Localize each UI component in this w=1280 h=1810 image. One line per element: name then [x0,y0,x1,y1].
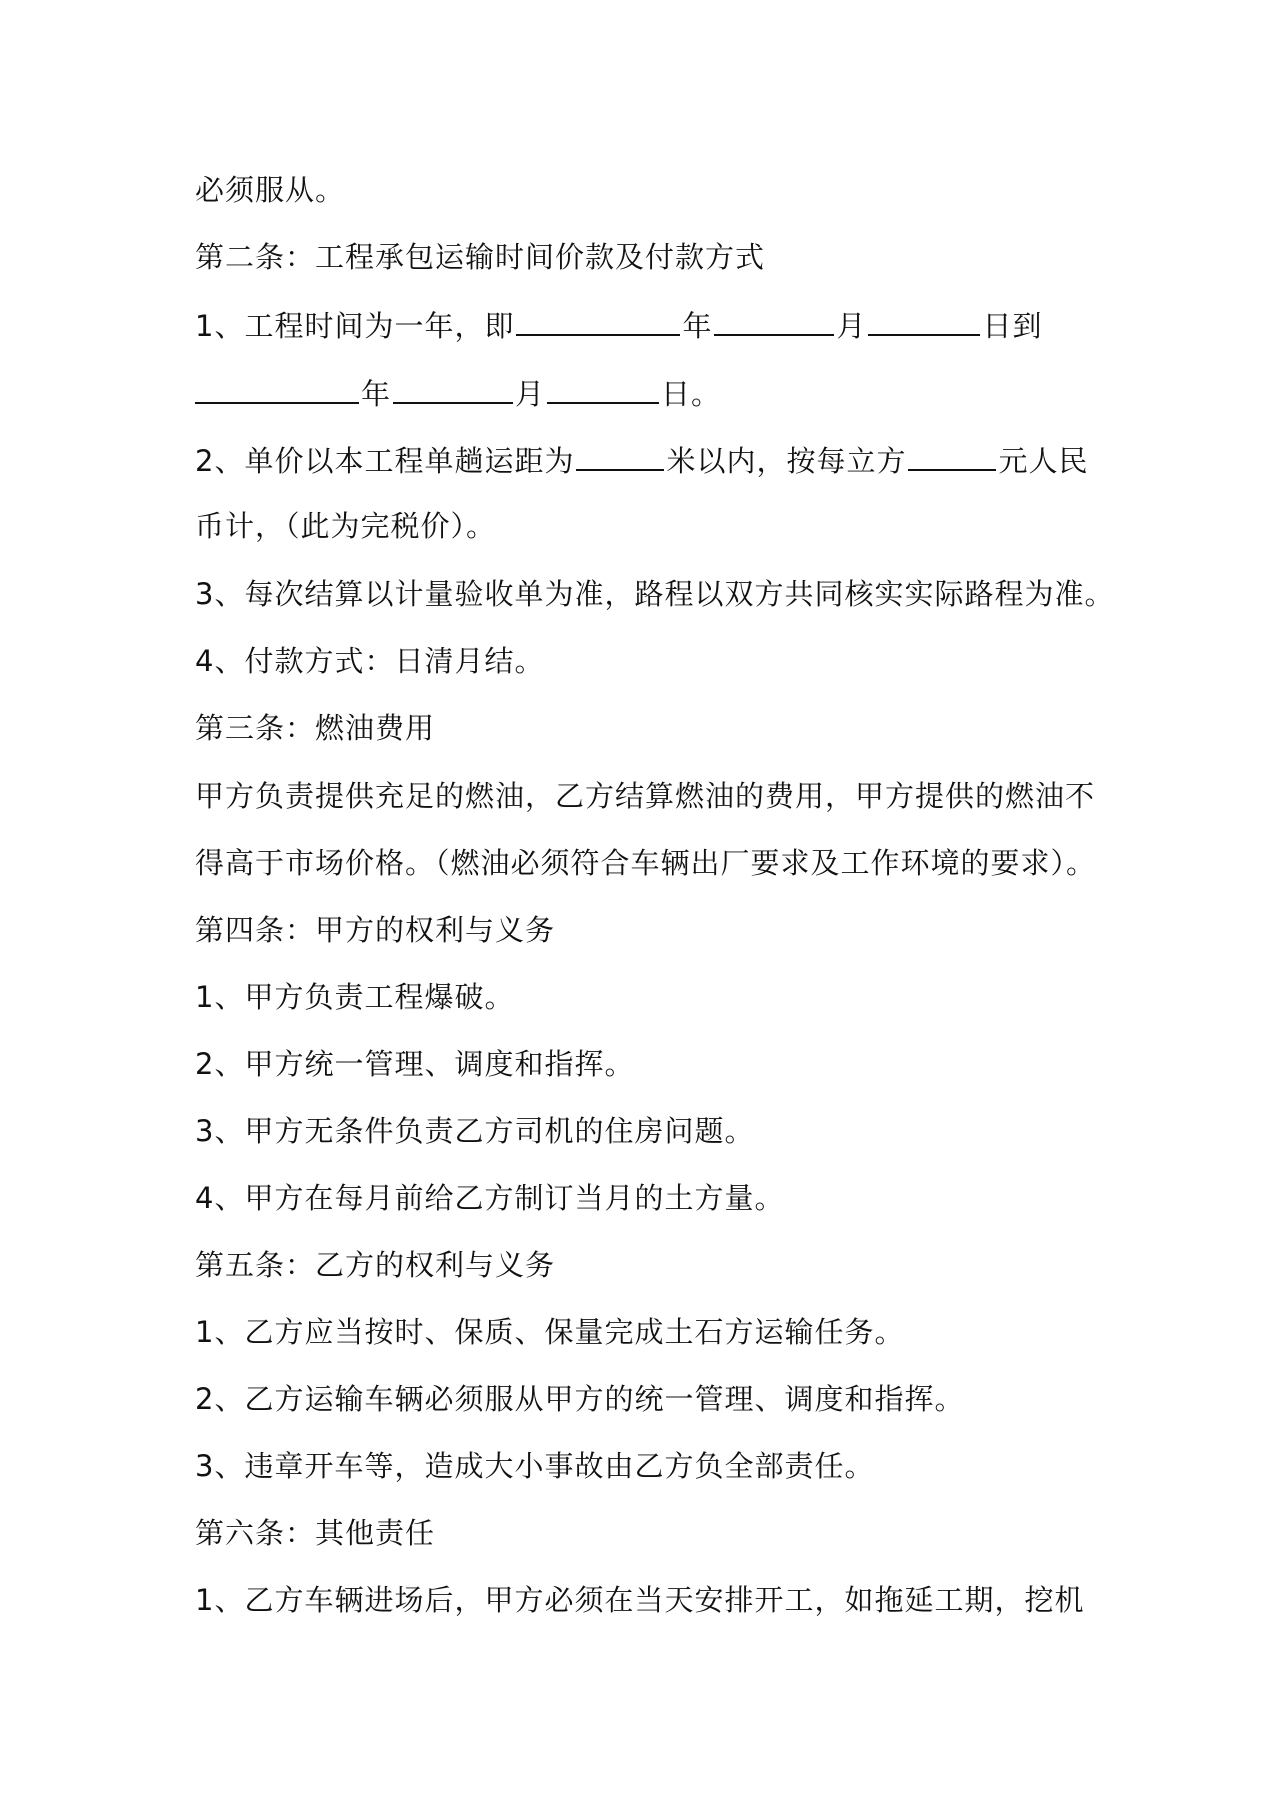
section-heading [195,1245,1095,1285]
text-segment: 3、甲方无条件负责乙方司机的住房问题。 [195,1114,755,1148]
text-segment: 甲方负责提供充足的燃油，乙方结算燃油的费用，甲方提供的燃油不 [195,779,1096,813]
text-segment: 米以内，按每立方 [666,444,907,478]
text-line [195,641,1095,681]
fill-blank[interactable] [516,304,680,336]
text-segment: 4、甲方在每月前给乙方制订当月的土方量。 [195,1181,785,1215]
text-segment: 年 [361,377,392,411]
heading-text: 第五条：乙方的权利与义务 [195,1248,556,1282]
text-segment: 日到 [982,309,1043,343]
text-segment: 币计，（此为完税价）。 [195,509,497,543]
text-segment: 月 [515,377,546,411]
text-line [195,574,1115,614]
text-line [195,506,1095,546]
text-line [195,1111,1095,1151]
text-line [195,1379,1095,1419]
text-segment: 元人民 [998,444,1089,478]
text-segment: 2、甲方统一管理、调度和指挥。 [195,1047,635,1081]
text-line [195,170,1095,210]
text-segment: 1、工程时间为一年，即 [195,309,515,343]
text-segment: 2、乙方运输车辆必须服从甲方的统一管理、调度和指挥。 [195,1382,965,1416]
text-line [195,1044,1095,1084]
text-line [195,843,1095,883]
section-heading [195,708,1095,748]
fill-blank[interactable] [868,304,980,336]
text-segment: 1、乙方应当按时、保质、保量完成土石方运输任务。 [195,1315,905,1349]
text-segment: 必须服从。 [195,173,346,207]
fill-blank[interactable] [908,439,996,471]
text-line [195,372,1095,414]
text-segment: 年 [682,309,713,343]
text-line [195,1580,1095,1620]
text-segment: 1、甲方负责工程爆破。 [195,980,515,1014]
text-line [195,977,1095,1017]
fill-blank[interactable] [576,439,664,471]
text-segment: 月 [836,309,867,343]
text-line [195,1446,1095,1486]
heading-text: 第三条：燃油费用 [195,711,436,745]
section-heading [195,910,1095,950]
text-segment: 3、每次结算以计量验收单为准，路程以双方共同核实实际路程为准。 [195,577,1115,611]
fill-blank[interactable] [714,304,834,336]
text-line [195,776,1095,816]
text-line [195,1178,1095,1218]
section-heading [195,1513,1095,1553]
fill-blank[interactable] [393,372,513,404]
text-segment: 1、乙方车辆进场后，甲方必须在当天安排开工，如拖延工期，挖机 [195,1583,1085,1617]
fill-blank[interactable] [547,372,659,404]
fill-blank[interactable] [195,372,359,404]
text-segment: 3、违章开车等，造成大小事故由乙方负全部责任。 [195,1449,875,1483]
text-line [195,304,1095,346]
text-segment: 4、付款方式：日清月结。 [195,644,545,678]
heading-text: 第六条：其他责任 [195,1516,436,1550]
text-line [195,1312,1095,1352]
text-segment: 日。 [661,377,722,411]
text-segment: 2、单价以本工程单趟运距为 [195,444,575,478]
text-line [195,439,1095,481]
heading-text: 第四条：甲方的权利与义务 [195,913,556,947]
text-segment: 得高于市场价格。（燃油必须符合车辆出厂要求及工作环境的要求）。 [195,846,1097,880]
heading-text: 第二条：工程承包运输时间价款及付款方式 [195,240,766,274]
section-heading [195,237,1095,277]
